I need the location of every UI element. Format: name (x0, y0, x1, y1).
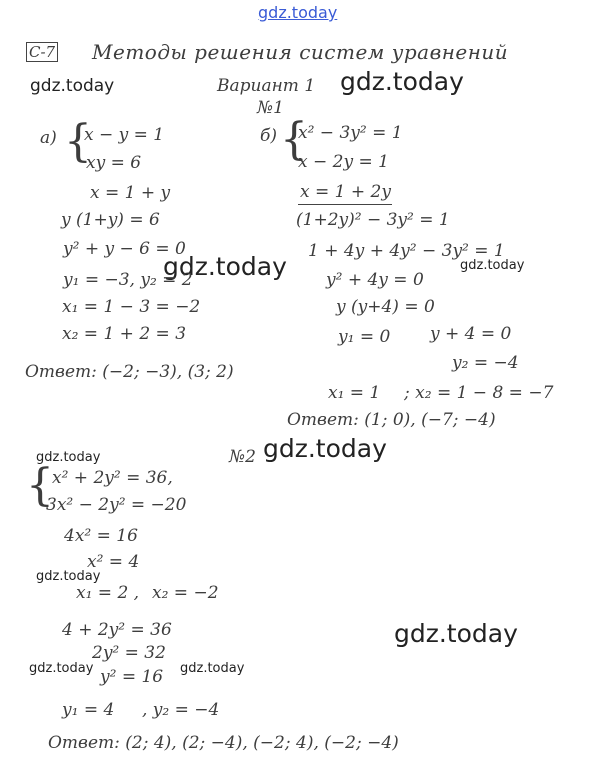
task1b-line: y² + 4y = 0 (326, 270, 424, 290)
task2-line: 4x² = 16 (64, 526, 138, 546)
task2-line: x² = 4 (87, 552, 140, 572)
task1b-marker: б) (260, 126, 278, 146)
task1b-line: x₁ = 1 (328, 383, 381, 403)
system-brace: { (64, 116, 92, 167)
task1b-line: y (y+4) = 0 (336, 297, 435, 317)
task2-answer: Ответ: (2; 4), (2; −4), (−2; 4), (−2; −4) (48, 733, 399, 753)
section-label: С-7 (26, 42, 58, 62)
task1a-line: x₁ = 1 − 3 = −2 (62, 297, 201, 317)
task2-line: 4 + 2y² = 36 (62, 620, 172, 640)
task2-line: , y₂ = −4 (142, 700, 220, 720)
variant-label: Вариант 1 (217, 76, 316, 96)
task1b-eq2: x − 2y = 1 (298, 152, 389, 172)
task1a-answer: Ответ: (−2; −3), (3; 2) (25, 362, 234, 382)
task2-line: x₁ = 2 , (76, 583, 140, 603)
watermark: gdz.today (263, 434, 387, 463)
underline (298, 204, 392, 205)
watermark: gdz.today (340, 67, 464, 96)
task2-line: y₁ = 4 (62, 700, 115, 720)
task2-line: y² = 16 (100, 667, 164, 687)
task1a-line: y (1+y) = 6 (61, 210, 160, 230)
top-watermark-link[interactable]: gdz.today (258, 3, 338, 22)
task1b-answer: Ответ: (1; 0), (−7; −4) (287, 410, 496, 430)
watermark: gdz.today (36, 569, 101, 584)
watermark: gdz.today (30, 76, 115, 96)
task2-eq1: x² + 2y² = 36, (52, 468, 173, 488)
task1b-line: y₁ = 0 (338, 327, 391, 347)
task1b-line: x = 1 + 2y (300, 182, 391, 202)
task1a-eq2: xy = 6 (86, 153, 142, 173)
task1b-line: y + 4 = 0 (430, 324, 512, 344)
task1a-marker: а) (40, 128, 57, 148)
task2-eq2: 3x² − 2y² = −20 (46, 495, 187, 515)
task2-number: №2 (229, 447, 256, 467)
system-brace: { (280, 114, 308, 165)
task1b-line: (1+2y)² − 3y² = 1 (296, 210, 450, 230)
watermark: gdz.today (29, 661, 94, 676)
watermark: gdz.today (394, 619, 518, 648)
task2-line: x₂ = −2 (152, 583, 219, 603)
watermark: gdz.today (36, 450, 101, 465)
task1a-eq1: x − y = 1 (84, 125, 165, 145)
system-brace: { (26, 460, 54, 511)
watermark: gdz.today (460, 258, 525, 273)
task1a-line: y² + y − 6 = 0 (63, 239, 186, 259)
page-title: Методы решения систем уравнений (92, 40, 509, 64)
task2-line: 2y² = 32 (92, 643, 166, 663)
task1b-eq1: x² − 3y² = 1 (298, 123, 403, 143)
task1a-line: x₂ = 1 + 2 = 3 (62, 324, 187, 344)
task1b-line: 1 + 4y + 4y² − 3y² = 1 (308, 241, 505, 261)
watermark: gdz.today (163, 252, 287, 281)
task1a-line: y₁ = −3, y₂ = 2 (63, 270, 193, 290)
watermark: gdz.today (180, 661, 245, 676)
task1b-line: y₂ = −4 (452, 353, 519, 373)
task1a-line: x = 1 + y (90, 183, 171, 203)
task1-number: №1 (257, 98, 284, 118)
task1b-line: ; x₂ = 1 − 8 = −7 (404, 383, 554, 403)
